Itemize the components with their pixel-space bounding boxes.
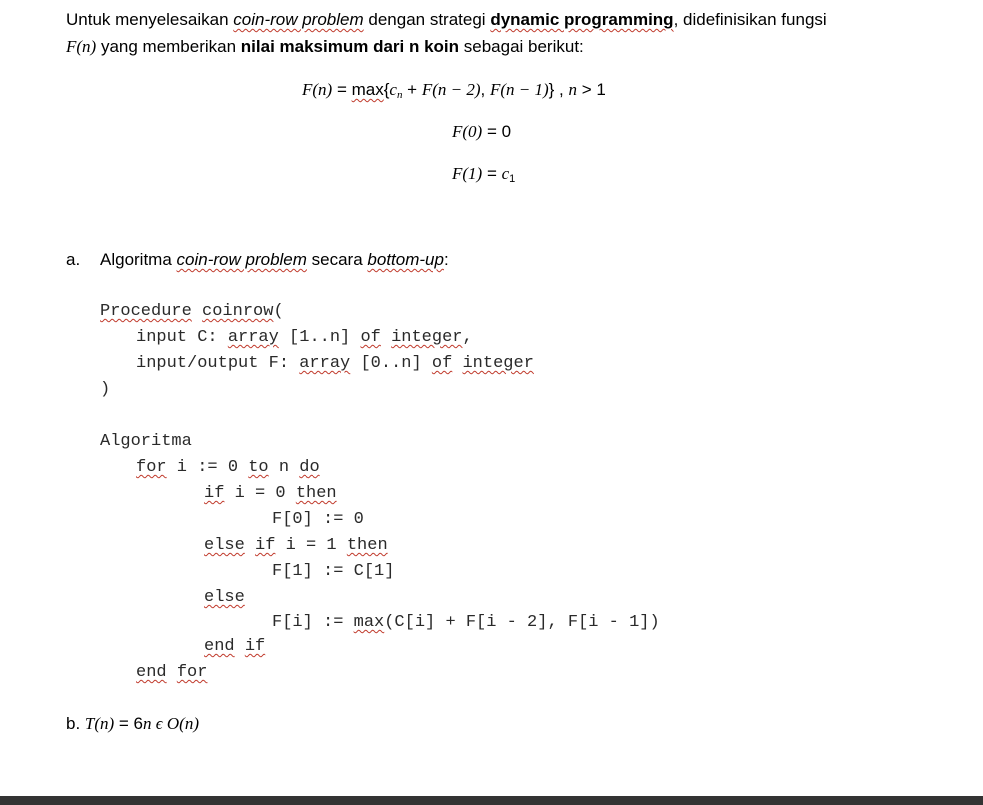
- part-b-term: T(n): [84, 714, 115, 733]
- eq-sign: =: [482, 164, 502, 183]
- intro-text: Untuk menyelesaikan: [66, 10, 234, 29]
- eq-rhs: = 0: [482, 122, 512, 141]
- code-keyword: do: [299, 458, 320, 477]
- code-line-6: [136, 458, 320, 478]
- eq-brace: {: [383, 80, 390, 99]
- part-b-text: = 6: [114, 714, 144, 733]
- intro-text: sebagai berikut:: [459, 37, 584, 56]
- code-line-3: [136, 354, 534, 374]
- part-b-big-o: O(n): [166, 714, 199, 733]
- part-a-term: coin-row problem: [176, 250, 307, 269]
- code-text: ,: [462, 328, 473, 347]
- code-text: [1..n]: [278, 328, 361, 347]
- eq-lhs: F(n): [302, 80, 333, 99]
- code-keyword: Procedure: [100, 302, 192, 321]
- intro-text: dengan strategi: [363, 10, 491, 29]
- eq-c: c: [501, 164, 510, 183]
- part-b: [66, 714, 199, 734]
- code-line-10: F[1] := C[1]: [272, 562, 395, 581]
- code-keyword: end: [204, 637, 235, 656]
- part-a-label: a.: [66, 250, 81, 269]
- code-text: i = 1: [275, 536, 347, 555]
- part-a-text: :: [443, 250, 449, 269]
- code-line-9: [204, 536, 388, 556]
- code-keyword: if: [255, 536, 276, 555]
- part-a-text: Algoritma: [100, 250, 177, 269]
- code-keyword: integer: [462, 354, 534, 373]
- eq-sign: =: [332, 80, 352, 99]
- code-line-12: [272, 613, 660, 633]
- eq-cond: > 1: [577, 80, 606, 99]
- code-line-14: [136, 663, 207, 683]
- eq-term-1: F(n − 2): [421, 80, 481, 99]
- code-keyword: array: [227, 328, 279, 347]
- code-space: [192, 302, 202, 321]
- code-keyword: then: [346, 536, 388, 555]
- code-line-13: [204, 637, 265, 657]
- eq-plus: +: [402, 80, 422, 99]
- intro-bold-phrase: nilai maksimum dari n koin: [240, 37, 460, 56]
- equation-base-1: [452, 164, 515, 189]
- code-keyword: end: [136, 663, 167, 682]
- intro-term: coin-row problem: [233, 10, 364, 29]
- code-text: input C:: [136, 328, 228, 347]
- part-b-label: b.: [66, 714, 85, 733]
- code-line-4: ): [100, 380, 111, 399]
- part-a-term: bottom-up: [367, 250, 444, 269]
- code-line-11: else: [204, 588, 245, 607]
- code-keyword: of: [360, 328, 381, 347]
- code-text: n: [268, 458, 300, 477]
- intro-function: F(n): [66, 37, 97, 56]
- intro-line-1: [66, 10, 827, 30]
- code-line-2: [136, 328, 473, 348]
- code-keyword: array: [299, 354, 351, 373]
- equation-recurrence: [302, 80, 606, 105]
- code-keyword: then: [295, 484, 337, 503]
- eq-cond-var: n: [568, 80, 578, 99]
- code-identifier: coinrow: [202, 302, 274, 321]
- code-keyword: max: [353, 613, 385, 632]
- code-keyword: of: [431, 354, 453, 373]
- intro-text: yang memberikan: [96, 37, 241, 56]
- code-keyword: if: [244, 637, 266, 656]
- part-a-text: secara: [306, 250, 368, 269]
- code-space: [235, 637, 245, 656]
- code-line-7: [204, 484, 337, 504]
- eq-sub: 1: [509, 173, 516, 185]
- code-paren: (: [273, 302, 284, 321]
- bottom-bar: [0, 796, 983, 805]
- code-line-8: F[0] := 0: [272, 510, 364, 529]
- eq-lhs: F(1): [452, 164, 483, 183]
- eq-term-2: F(n − 1): [489, 80, 549, 99]
- code-keyword: to: [248, 458, 269, 477]
- code-keyword: if: [204, 484, 225, 503]
- eq-sub: n: [396, 89, 403, 101]
- eq-comma: ,: [480, 80, 490, 99]
- code-line-1: [100, 302, 284, 322]
- code-text: [0..n]: [350, 354, 432, 373]
- eq-max: max: [351, 80, 384, 99]
- part-b-element-of: ϵ: [151, 714, 167, 733]
- code-text: i := 0: [166, 458, 249, 477]
- code-text: input/output F:: [136, 354, 300, 373]
- intro-bold-term: dynamic programming: [490, 10, 674, 29]
- intro-line-2: [66, 37, 584, 57]
- code-keyword: else: [204, 536, 245, 555]
- code-keyword: integer: [391, 328, 463, 347]
- part-a-heading: [100, 250, 449, 270]
- code-text: (C[i] + F[i - 2], F[i - 1]): [384, 613, 660, 632]
- eq-c: c: [389, 80, 397, 99]
- code-text: i = 0: [224, 484, 296, 503]
- code-space: [381, 328, 391, 347]
- code-line-5: Algoritma: [100, 432, 192, 451]
- intro-text: , didefinisikan fungsi: [673, 10, 827, 29]
- part-b-var: n: [143, 714, 152, 733]
- code-keyword: for: [136, 458, 167, 477]
- code-text: F[i] :=: [272, 613, 354, 632]
- equation-base-0: [452, 122, 511, 142]
- eq-lhs: F(0): [452, 122, 483, 141]
- code-space: [167, 663, 177, 682]
- code-keyword: for: [176, 663, 208, 682]
- code-space: [452, 354, 462, 373]
- eq-brace-close: } ,: [548, 80, 569, 99]
- code-space: [245, 536, 255, 555]
